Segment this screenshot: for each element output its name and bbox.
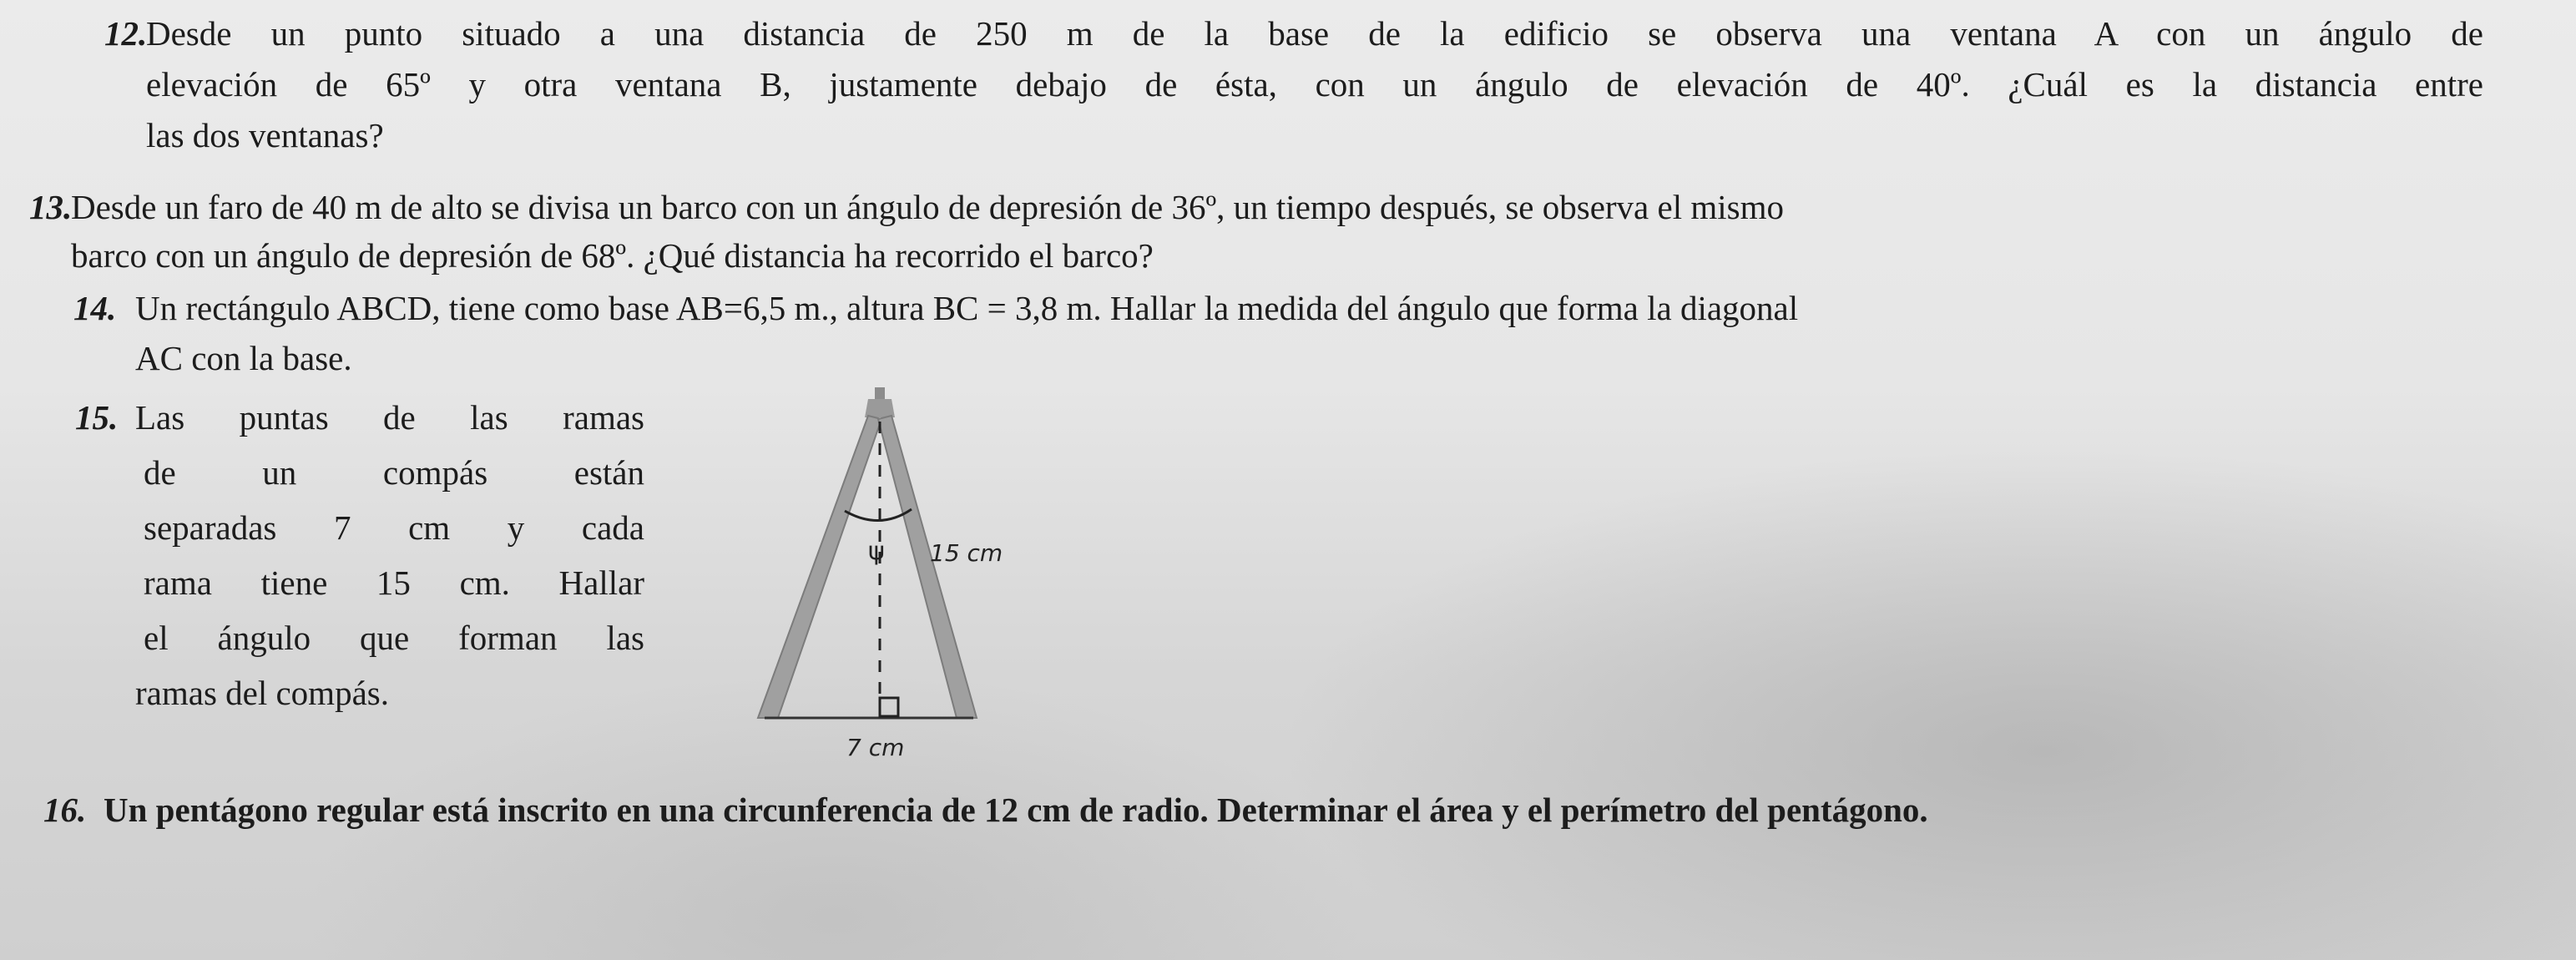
base-length-label: 7 cm [846, 734, 905, 761]
problem-number: 13. [29, 188, 73, 226]
problem-text-line: Un rectángulo ABCD, tiene como base AB=6,5 m., altura BC = 3,8 m. Hallar la medida del ángulo que forma la diagonal [135, 289, 1799, 327]
problem-text-line: el ángulo que forman las [144, 619, 644, 657]
right-angle-marker [880, 698, 898, 716]
problem-text-line: barco con un ángulo de depresión de 68º. ¿Qué distancia ha recorrido el barco? [71, 236, 1154, 275]
compass-figure [735, 384, 1035, 768]
problem-number: 14. [73, 289, 117, 327]
angle-label: ψ [868, 537, 885, 566]
problem-text-line: separadas 7 cm y cada [144, 508, 644, 547]
problem-text-line: las dos ventanas? [146, 116, 384, 154]
problem-text-line: ramas del compás. [135, 674, 389, 712]
compass-head [865, 399, 895, 417]
problem-text-line: elevación de 65º y otra ventana B, justamente debajo de ésta, con un ángulo de elevación de 40º. ¿Cuál es la distancia entre [146, 65, 2483, 104]
problem-text-line: AC con la base. [135, 339, 352, 377]
problem-number: 12. [104, 14, 148, 53]
problem-text-line: rama tiene 15 cm. Hallar [144, 563, 644, 602]
problem-text-line: de un compás están [144, 453, 644, 492]
problem-number: 16. [43, 791, 87, 829]
side-length-label: 15 cm [930, 539, 1003, 567]
compass-right-leg [878, 416, 977, 718]
problem-text-line: Desde un faro de 40 m de alto se divisa un barco con un ángulo de depresión de 36º, un tiempo después, se observa el mismo [71, 188, 1784, 226]
problem-number: 15. [75, 398, 119, 437]
problem-text-line: Desde un punto situado a una distancia de 250 m de la base de la edificio se observa una ventana A con un ángulo de [146, 14, 2483, 53]
compass-pivot [875, 387, 885, 401]
problem-text-line: Las puntas de las ramas [135, 398, 644, 437]
compass-left-leg [758, 416, 881, 718]
problem-text-line: Un pentágono regular está inscrito en una circunferencia de 12 cm de radio. Determinar el área y el perímetro del pentágono. [104, 791, 1928, 829]
